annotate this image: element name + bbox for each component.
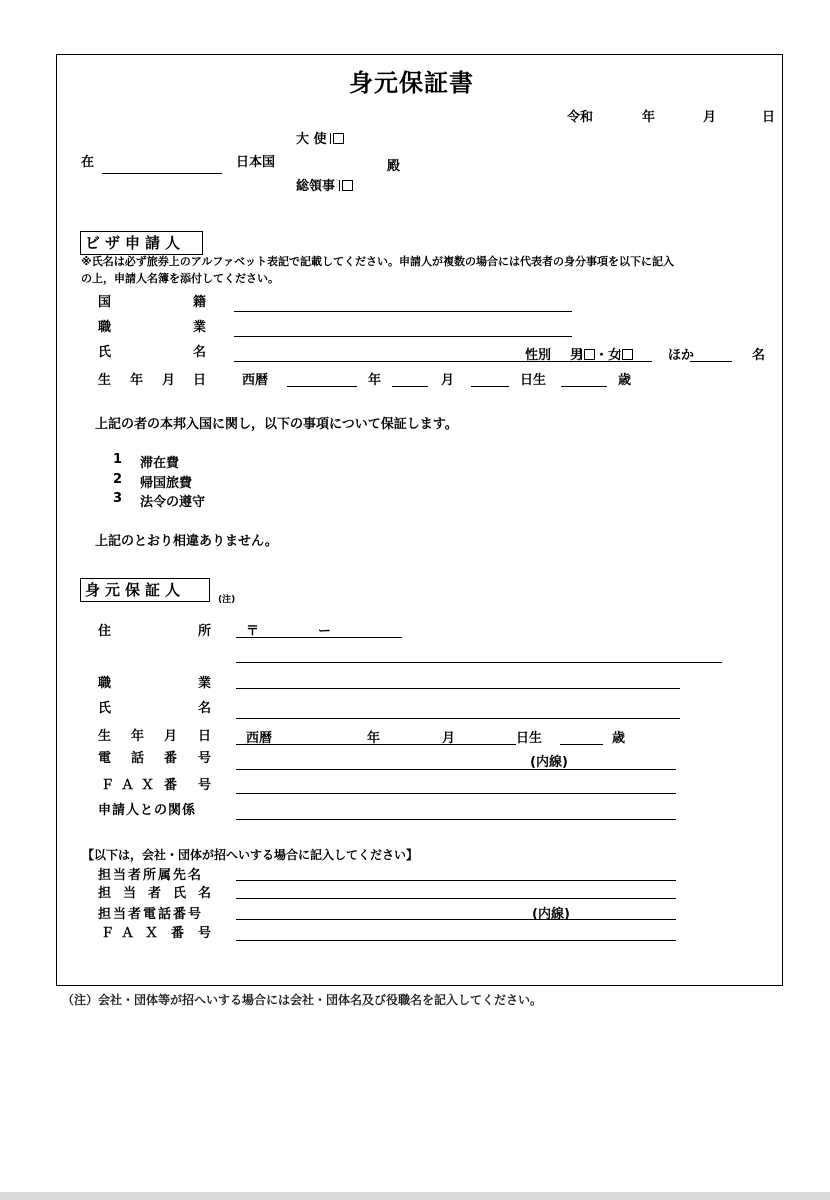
applicant-birth-label-4: 日	[193, 373, 207, 388]
phone-extension-label: (内線)	[530, 755, 568, 770]
consul-label: 総領事	[296, 175, 353, 194]
male-checkbox[interactable]	[584, 349, 595, 360]
consul-checkbox[interactable]	[342, 180, 353, 191]
date-month: 月	[703, 110, 717, 125]
footnote: （注）会社・団体等が招へいする場合には会社・団体名及び役職名を記入してください。	[62, 993, 543, 1007]
company-fax-label-5: 号	[198, 926, 212, 941]
guarantor-birth-label-1: 生	[98, 729, 112, 744]
applicant-occupation-label-1: 職	[98, 320, 112, 335]
item-2-text: 帰国旅費	[140, 476, 193, 491]
japan-label: 日本国	[236, 155, 276, 170]
item-2-number: 2	[113, 472, 123, 487]
guarantor-occupation-label-1: 職	[98, 676, 112, 691]
postal-code-field[interactable]	[236, 637, 402, 638]
fax-field[interactable]	[236, 793, 676, 794]
company-phone-field[interactable]	[236, 919, 676, 920]
others-label: ほか	[668, 348, 695, 363]
relation-label: 申請人との関係	[98, 803, 197, 818]
guarantor-birthdate-field[interactable]	[236, 744, 516, 745]
address-label-2: 所	[198, 624, 212, 639]
date-day: 日	[762, 110, 776, 125]
sex-options: 男 ・女	[570, 344, 633, 363]
dept-label: 担当者所属先名	[98, 868, 204, 883]
date-era: 令和	[567, 110, 594, 125]
applicant-occupation-label-2: 業	[193, 320, 207, 335]
guarantor-heading: 身元保証人	[80, 578, 210, 602]
company-extension-label: (内線)	[532, 907, 570, 922]
item-1-text: 滞在費	[140, 456, 180, 471]
fax-label-1: Ｆ	[101, 778, 115, 793]
applicant-note-1: ※氏名は必ず旅券上のアルファベット表記で記載してください。申請人が複数の場合には代表者の身分事項を以下に記入	[81, 255, 675, 268]
applicant-name-label-2: 名	[193, 345, 207, 360]
guarantor-western-era: 西暦	[246, 731, 273, 746]
date-year: 年	[642, 110, 656, 125]
guarantor-year-label: 年	[367, 731, 381, 746]
female-checkbox[interactable]	[622, 349, 633, 360]
person-label-3: 者	[148, 886, 162, 901]
guarantor-name-label-2: 名	[198, 701, 212, 716]
company-fax-field[interactable]	[236, 940, 676, 941]
applicant-age-label: 歳	[618, 373, 632, 388]
page-title: 身元保証書	[349, 69, 474, 97]
applicant-birth-day-field[interactable]	[471, 386, 509, 387]
person-label-5: 名	[198, 886, 212, 901]
guarantor-occupation-label-2: 業	[198, 676, 212, 691]
guarantor-birth-label-4: 日	[198, 729, 212, 744]
ambassador-checkbox[interactable]	[333, 133, 344, 144]
fax-label-5: 号	[198, 778, 212, 793]
phone-label-3: 番	[164, 751, 178, 766]
applicant-birth-month-field[interactable]	[392, 386, 428, 387]
others-count-field[interactable]	[690, 361, 732, 362]
nationality-field[interactable]	[234, 311, 572, 312]
applicant-note-2: の上，申請人名簿を添付してください。	[81, 272, 279, 285]
company-fax-label-3: Ｘ	[145, 926, 159, 941]
person-label-2: 当	[123, 886, 137, 901]
company-heading: 【以下は，会社・団体が招へいする場合に記入してください】	[82, 848, 419, 862]
person-label-4: 氏	[173, 886, 187, 901]
guarantor-name-field[interactable]	[236, 718, 680, 719]
item-1-number: 1	[113, 452, 123, 467]
phone-label-4: 号	[198, 751, 212, 766]
dept-field[interactable]	[236, 880, 676, 881]
fax-label-4: 番	[164, 778, 178, 793]
applicant-birth-label-3: 月	[162, 373, 176, 388]
address-field[interactable]	[236, 662, 722, 663]
sex-label: 性別	[525, 348, 552, 363]
person-label-1: 担	[98, 886, 112, 901]
guarantor-birth-label-3: 月	[164, 729, 178, 744]
guarantor-age-label: 歳	[612, 731, 626, 746]
applicant-birth-label-1: 生	[98, 373, 112, 388]
confirmation-text: 上記のとおり相違ありません。	[95, 534, 278, 549]
honorific: 殿	[387, 159, 401, 174]
item-3-text: 法令の遵守	[140, 495, 206, 510]
guarantor-age-field[interactable]	[560, 744, 603, 745]
company-fax-label-2: Ａ	[121, 926, 135, 941]
applicant-heading: ビザ申請人	[80, 231, 203, 255]
guarantor-birth-label-2: 年	[131, 729, 145, 744]
guarantor-note-mark: (注)	[218, 595, 236, 605]
person-field[interactable]	[236, 898, 676, 899]
applicant-birth-year-field[interactable]	[287, 386, 357, 387]
guarantor-born-day-label: 日生	[516, 731, 543, 746]
applicant-age-field[interactable]	[561, 386, 607, 387]
fax-label-2: Ａ	[121, 778, 135, 793]
applicant-born-day-label: 日生	[520, 373, 547, 388]
guarantee-statement: 上記の者の本邦入国に関し，以下の事項について保証します。	[95, 417, 458, 432]
applicant-name-label-1: 氏	[98, 345, 112, 360]
location-field[interactable]	[102, 173, 222, 174]
applicant-occupation-field[interactable]	[234, 336, 572, 337]
applicant-western-era: 西暦	[242, 373, 269, 388]
item-3-number: 3	[113, 491, 123, 506]
company-phone-label: 担当者電話番号	[98, 907, 204, 922]
at-label: 在	[81, 155, 95, 170]
company-fax-label-1: Ｆ	[101, 926, 115, 941]
phone-label-1: 電	[98, 751, 112, 766]
bottom-scroll-strip	[0, 1192, 830, 1200]
relation-field[interactable]	[236, 819, 676, 820]
phone-label-2: 話	[131, 751, 145, 766]
applicant-birth-label-2: 年	[130, 373, 144, 388]
applicant-year-label: 年	[368, 373, 382, 388]
ambassador-label: 大 使	[296, 128, 344, 147]
guarantor-name-label-1: 氏	[98, 701, 112, 716]
fax-label-3: Ｘ	[141, 778, 155, 793]
postal-mark: 〒	[246, 624, 260, 639]
address-label-1: 住	[98, 624, 112, 639]
postal-dash: ー	[318, 624, 332, 639]
guarantor-month-label: 月	[442, 731, 456, 746]
count-unit: 名	[752, 348, 766, 363]
nationality-label-1: 国	[98, 295, 112, 310]
guarantor-occupation-field[interactable]	[236, 688, 680, 689]
company-fax-label-4: 番	[171, 926, 185, 941]
phone-field[interactable]	[236, 769, 676, 770]
nationality-label-2: 籍	[193, 295, 207, 310]
applicant-month-label: 月	[441, 373, 455, 388]
